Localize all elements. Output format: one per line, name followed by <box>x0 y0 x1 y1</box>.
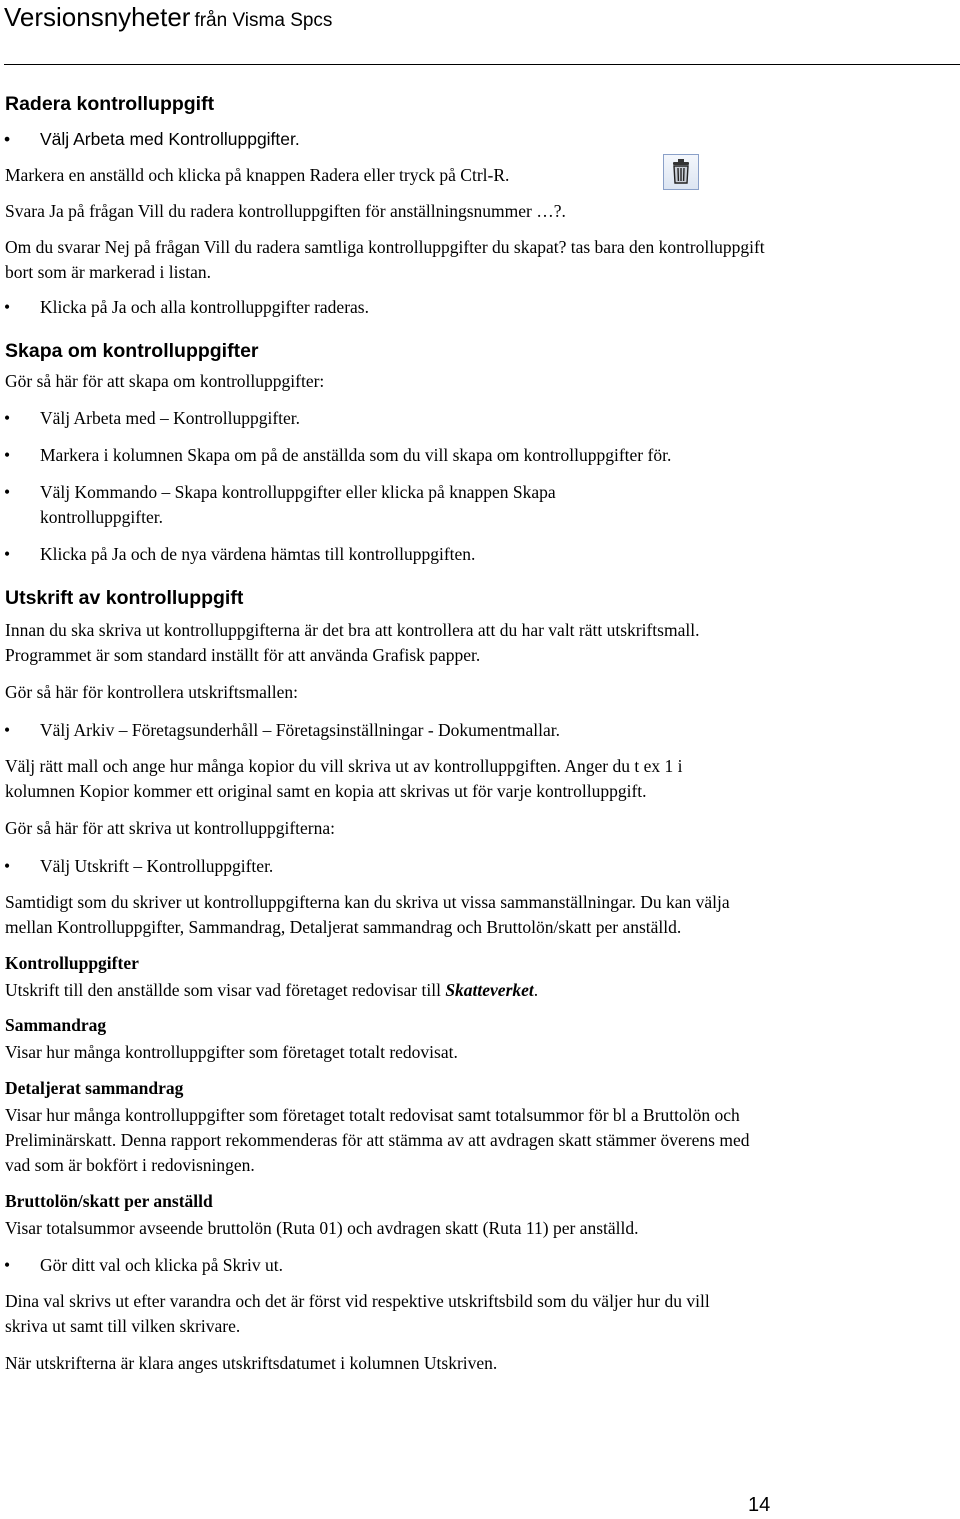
bullet-text: Klicka på Ja och de nya värdena hämtas till kontrolluppgiften. <box>40 544 476 564</box>
paragraph: Gör så här för att skriva ut kontrolluppgifterna: <box>5 818 335 838</box>
subheading-kontrolluppgifter: Kontrolluppgifter <box>5 953 139 973</box>
bullet-marker: • <box>4 544 11 564</box>
paragraph: Välj rätt mall och ange hur många kopior du vill skriva ut av kontrolluppgiften. Anger du t ex 1 i kolumnen Kopior kommer ett original samt en kopia att skrivas ut för varje kontrolluppgift. <box>5 756 683 801</box>
text-run: . <box>533 980 539 1000</box>
paragraph <box>5 978 950 1003</box>
bullet-text: Välj Arbeta med Kontrolluppgifter. <box>40 129 300 149</box>
bullet-text: Välj Arkiv – Företagsunderhåll – Företagsinställningar - Dokumentmallar. <box>40 720 561 740</box>
document-body <box>5 90 950 1376</box>
paragraph: Gör så här för att skapa om kontrolluppgifter: <box>5 371 325 391</box>
bullet-item <box>5 542 950 567</box>
bullet-text: Välj Utskrift – Kontrolluppgifter. <box>40 856 274 876</box>
bullet-marker: • <box>4 445 11 465</box>
paragraph: Om du svarar Nej på frågan Vill du radera samtliga kontrolluppgifter du skapat? tas bara den kontrolluppgift bort som är markerad i listan. <box>5 237 765 282</box>
emphasis-skatteverket: Skatteverket <box>445 980 534 1000</box>
text-run: Utskrift till den anställde som visar vad företaget redovisar till <box>5 980 446 1000</box>
subheading-detaljerat-sammandrag: Detaljerat sammandrag <box>5 1078 184 1098</box>
paragraph: Visar hur många kontrolluppgifter som företaget totalt redovisat. <box>5 1042 458 1062</box>
paragraph: Innan du ska skriva ut kontrolluppgifterna är det bra att kontrollera att du har valt rätt utskriftsmall. Programmet är som standard inställt för att använda Grafisk papper. <box>5 620 700 665</box>
bullet-text: Välj Kommando – Skapa kontrolluppgifter eller klicka på knappen Skapa kontrolluppgifter. <box>40 482 556 527</box>
bullet-text: Klicka på Ja och alla kontrolluppgifter raderas. <box>40 297 369 317</box>
paragraph: Visar hur många kontrolluppgifter som företaget totalt redovisat samt totalsummor för bl a Bruttolön och Preliminärskatt. Denna rapport rekommenderas för att stämma av att avdragen skatt stämmer överens med vad som är bokfört i redovisningen. <box>5 1105 750 1175</box>
subheading-sammandrag: Sammandrag <box>5 1015 107 1035</box>
heading-utskrift: Utskrift av kontrolluppgift <box>5 587 244 609</box>
bullet-item <box>5 443 755 468</box>
page-header <box>4 0 960 65</box>
bullet-item <box>5 406 950 431</box>
bullet-item <box>5 718 950 743</box>
heading-skapa: Skapa om kontrolluppgifter <box>5 340 259 362</box>
header-title-line <box>4 2 332 33</box>
bullet-marker: • <box>4 297 11 317</box>
paragraph: Dina val skrivs ut efter varandra och det är först vid respektive utskriftsbild som du väljer hur du vill skriva ut samt till vilken skrivare. <box>5 1291 710 1336</box>
heading-radera: Radera kontrolluppgift <box>5 93 215 115</box>
bullet-item <box>5 295 950 320</box>
subheading-bruttolon-skatt: Bruttolön/skatt per anställd <box>5 1191 213 1211</box>
bullet-marker: • <box>4 1255 11 1275</box>
bullet-item <box>5 127 950 152</box>
bullet-text: Gör ditt val och klicka på Skriv ut. <box>40 1255 284 1275</box>
page-number: 14 <box>748 1494 771 1516</box>
bullet-item <box>5 854 950 879</box>
paragraph: Gör så här för kontrollera utskriftsmallen: <box>5 682 299 702</box>
bullet-item <box>5 1253 950 1278</box>
paragraph: Markera en anställd och klicka på knappen Radera eller tryck på Ctrl-R. <box>5 165 510 185</box>
header-title: Versionsnyheter <box>4 2 191 32</box>
paragraph: Svara Ja på frågan Vill du radera kontrolluppgiften för anställningsnummer …?. <box>5 201 566 221</box>
bullet-text: Markera i kolumnen Skapa om på de anställda som du vill skapa om kontrolluppgifter för. <box>40 445 672 465</box>
bullet-item <box>5 480 680 530</box>
bullet-marker: • <box>4 129 11 149</box>
paragraph: Visar totalsummor avseende bruttolön (Ruta 01) och avdragen skatt (Ruta 11) per anställd. <box>5 1218 639 1238</box>
bullet-text: Välj Arbeta med – Kontrolluppgifter. <box>40 408 301 428</box>
bullet-marker: • <box>4 408 11 428</box>
bullet-marker: • <box>4 856 11 876</box>
paragraph: Samtidigt som du skriver ut kontrolluppgifterna kan du skriva ut vissa sammanställningar. Du kan välja mellan Kontrolluppgifter, Sammandrag, Detaljerat sammandrag och Bruttolön/skatt per anställd. <box>5 892 730 937</box>
paragraph: När utskrifterna är klara anges utskriftsdatumet i kolumnen Utskriven. <box>5 1353 498 1373</box>
bullet-marker: • <box>4 720 11 740</box>
header-subtitle: från Visma Spcs <box>194 10 333 31</box>
bullet-marker: • <box>4 482 11 502</box>
